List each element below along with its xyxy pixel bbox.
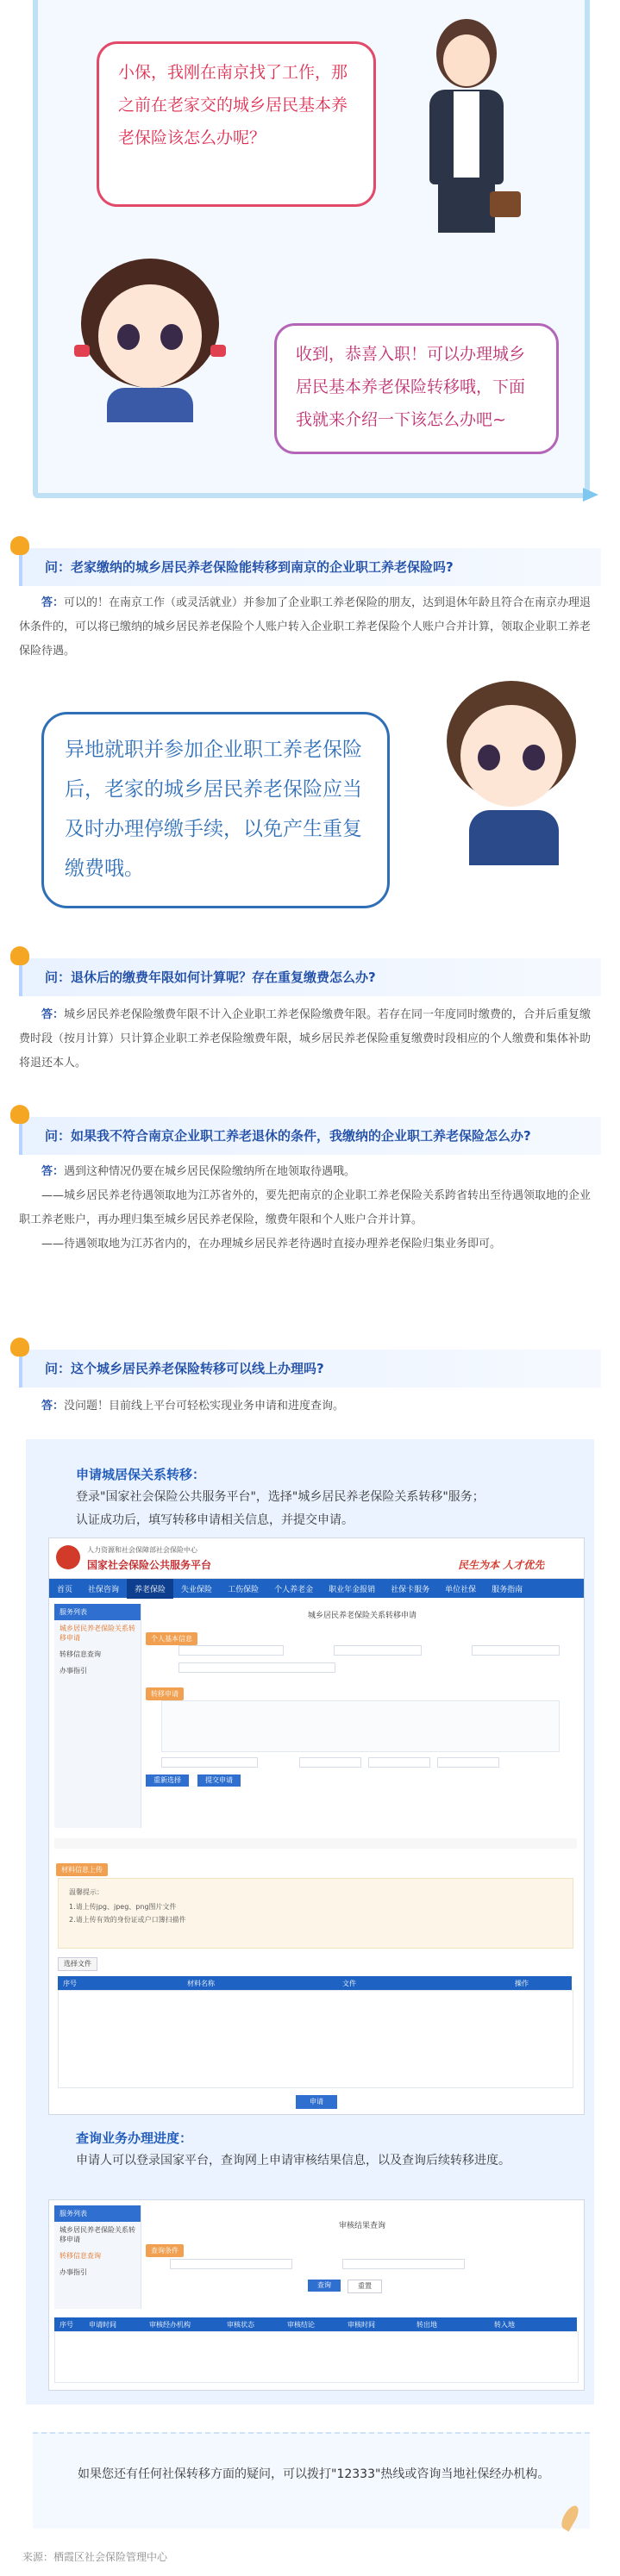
platform-screenshot-apply: [48, 1537, 585, 2115]
answer-1: 答：可以的！在南京工作（或灵活就业）并参加了企业职工养老保险的朋友，达到退休年龄且符合在南京办理退休条件的，可以将已缴纳的城乡居民养老保险个人账户转入企业职工养老保险个人账户合并计算，领取企业职工养老保险待遇。: [19, 596, 592, 658]
nav-item[interactable]: 失业保险: [181, 1586, 213, 1594]
household-field[interactable]: [178, 1662, 335, 1673]
question-header-4: [19, 1350, 601, 1388]
query-title: 查询业务办理进度：: [76, 2130, 193, 2146]
nav-item[interactable]: 个人养老金: [274, 1586, 314, 1594]
menu-item-guide[interactable]: 办事指引: [59, 1667, 87, 1675]
nav-item[interactable]: 服务指南: [492, 1586, 523, 1594]
menu-item-apply[interactable]: 城乡居民养老保险关系转移申请: [59, 2226, 135, 2243]
result-title: 审核结果查询: [338, 2222, 385, 2230]
question-header-3: [19, 1117, 601, 1155]
woman-illustration: [417, 19, 521, 234]
main-nav: [49, 1579, 584, 1598]
query-field-a[interactable]: [170, 2259, 292, 2269]
section-personal: 个人基本信息: [146, 1628, 197, 1645]
slogan: 民生为本 人才优先: [458, 1559, 545, 1571]
org-name: 人力资源和社会保障部社会保险中心: [87, 1546, 197, 1554]
question-header-1: [19, 548, 601, 586]
apply-title: 申请城居保关系转移：: [76, 1467, 206, 1482]
nav-item-active[interactable]: 养老保险: [127, 1579, 173, 1599]
notice-box: [161, 1700, 560, 1752]
name-field[interactable]: [178, 1645, 284, 1656]
nav-item[interactable]: 社保卡服务: [391, 1586, 430, 1594]
choose-file-button[interactable]: 选择文件: [58, 1957, 97, 1971]
transfer-out-field[interactable]: [161, 1757, 258, 1768]
speech-bubble-user: 小保，我刚在南京找了工作，那之前在老家交的城乡居民基本养老保险该怎么办呢？: [97, 41, 376, 207]
query-body: 申请人可以登录国家平台，查询网上申请审核结果信息，以及查询后续转移进度。: [76, 2154, 510, 2167]
upload-table-header: 序号 材料名称 文件 操作: [58, 1976, 572, 1990]
nav-item[interactable]: 社保咨询: [88, 1586, 120, 1594]
speech-bubble-mascot: 收到，恭喜入职！可以办理城乡居民基本养老保险转移哦，下面我就来介绍一下该怎么办吧~: [274, 323, 559, 454]
result-table-header: 序号 申请时间 审核经办机构 审核状态 审核结论 审核时间 转出地 转入地: [54, 2317, 577, 2331]
submit-apply-button[interactable]: 提交申请: [197, 1775, 241, 1787]
reselect-button[interactable]: 重新选择: [146, 1775, 189, 1787]
menu-item-guide[interactable]: 办事指引: [59, 2268, 87, 2276]
menu-item-query[interactable]: 转移信息查询: [59, 1650, 101, 1658]
submit-button[interactable]: 申请: [296, 2095, 337, 2109]
paper-plane-icon: [583, 488, 598, 502]
bell-icon: [10, 1105, 29, 1124]
result-table-body: [54, 2331, 579, 2383]
divider: [54, 1838, 577, 1849]
question-header-2: [19, 958, 601, 996]
menu-title: 服务列表: [54, 2205, 141, 2222]
query-field-b[interactable]: [342, 2259, 465, 2269]
nav-item[interactable]: 工伤保险: [228, 1586, 260, 1594]
apply-steps: 登录"国家社会保险公共服务平台"，选择"城乡居民养老保险关系转移"服务； 认证成功后，填写转移申请相关信息，并提交申请。: [76, 1490, 485, 1527]
nav-item[interactable]: 首页: [57, 1586, 73, 1594]
query-button[interactable]: 查询: [308, 2280, 341, 2292]
id-field[interactable]: [334, 1645, 422, 1656]
bell-icon: [10, 536, 29, 555]
menu-item-query[interactable]: 转移信息查询: [59, 2252, 101, 2260]
closing-text: 如果您还有任何社保转移方面的疑问，可以拨打"12333"热线或咨询当地社保经办机构。: [78, 2467, 550, 2481]
section-query: 查询条件: [146, 2240, 184, 2257]
section-transfer: 转移申请: [146, 1683, 184, 1700]
district-select[interactable]: [437, 1757, 499, 1768]
bell-icon: [10, 1338, 29, 1357]
section-upload: 材料信息上传: [56, 1859, 108, 1876]
nav-item[interactable]: 单位社保: [445, 1586, 477, 1594]
province-select[interactable]: [299, 1757, 361, 1768]
menu-title: 服务列表: [54, 1604, 141, 1620]
source-note: 来源：栖霞区社会保险管理中心: [22, 2551, 168, 2563]
upload-table-body: [58, 1990, 573, 2088]
emblem-icon: [56, 1545, 80, 1569]
girl-mascot-illustration: [72, 259, 228, 422]
upload-hint-box: 温馨提示： 1.请上传jpg、jpeg、png图片文件 2.请上传有效的身份证或户口簿扫描件: [58, 1878, 573, 1949]
form-title: 城乡居民养老保险关系转移申请: [307, 1612, 416, 1620]
platform-screenshot-query: [48, 2199, 585, 2391]
question-text: 问：老家缴纳的城乡居民养老保险能转移到南京的企业职工养老保险吗?: [45, 559, 454, 575]
id-type-field[interactable]: [472, 1645, 560, 1656]
menu-item-apply[interactable]: 城乡居民养老保险关系转移申请: [59, 1625, 135, 1642]
platform-name: 国家社会保险公共服务平台: [87, 1559, 212, 1571]
service-menu: [54, 1604, 141, 1828]
city-select[interactable]: [368, 1757, 430, 1768]
question-text: 问：退休后的缴费年限如何计算呢？存在重复缴费怎么办?: [45, 970, 376, 985]
answer-2: 答：城乡居民养老保险缴费年限不计入企业职工养老保险缴费年限。若存在同一年度同时缴费的，合并后重复缴费时段（按月计算）只计算企业职工养老保险缴费年限，城乡居民养老保险重复缴费时段相应的个人缴费和集体补助将退还本人。: [19, 1008, 592, 1070]
speech-bubble-tip: 异地就职并参加企业职工养老保险后，老家的城乡居民养老保险应当及时办理停缴手续，以免产生重复缴费哦。: [41, 712, 390, 908]
nav-item[interactable]: 职业年金报销: [329, 1586, 376, 1594]
answer-4: 答：没问题！目前线上平台可轻松实现业务申请和进度查询。: [41, 1400, 345, 1413]
question-text: 问：这个城乡居民养老保险转移可以线上办理吗?: [45, 1361, 324, 1376]
reset-button[interactable]: 重置: [348, 2280, 382, 2293]
service-menu: [54, 2205, 141, 2309]
bell-icon: [10, 946, 29, 965]
boy-mascot-illustration: [438, 681, 585, 879]
answer-3: 答：遇到这种情况仍要在城乡居民保险缴纳所在地领取待遇哦。 ——城乡居民养老待遇领取地为江苏省外的，要先把南京的企业职工养老保险关系跨省转出至待遇领取地的企业职工养老账户，再办理归集至城乡居民养老保险，缴费年限和个人账户合并计算。 ——待遇领取地为江苏省内的，在办理城乡居民养老待遇时直接办理养老保险归集业务即可。: [19, 1165, 592, 1251]
question-text: 问：如果我不符合南京企业职工养老退休的条件，我缴纳的企业职工养老保险怎么办?: [45, 1128, 531, 1144]
